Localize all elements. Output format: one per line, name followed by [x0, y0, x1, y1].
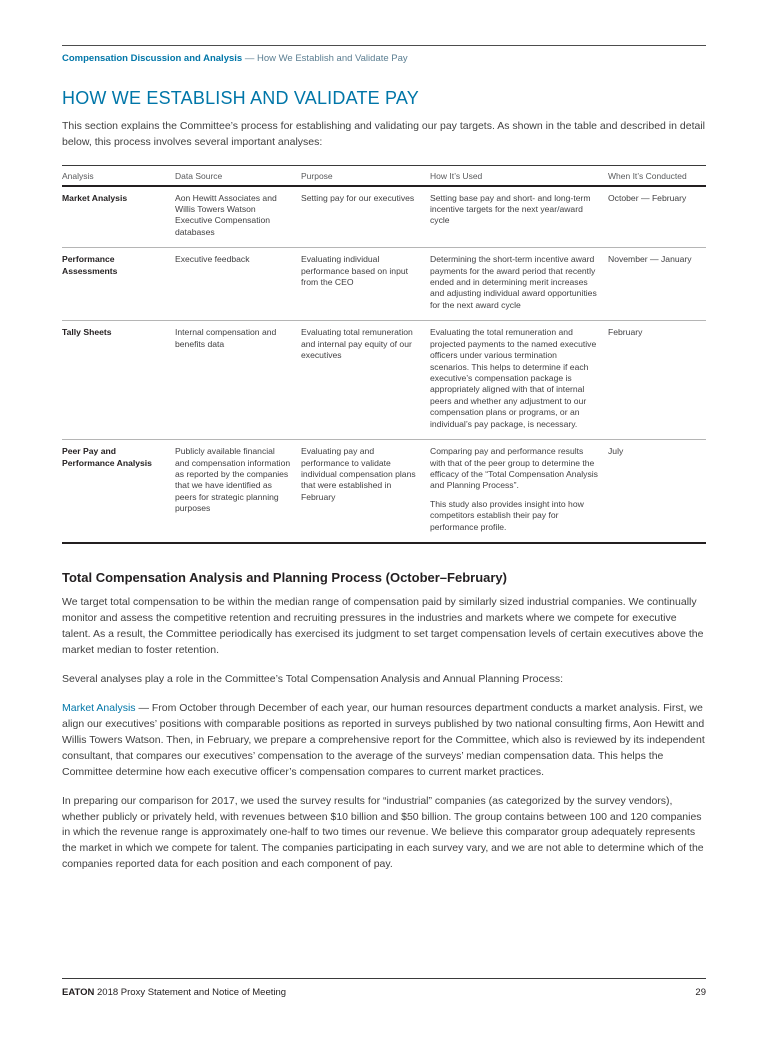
cell-data-source: Publicly available financial and compensation information as reported by the companies that we have identified as peers for strategic planning purposes	[175, 446, 291, 514]
table-header-row	[62, 166, 706, 187]
cell-how-its-used	[430, 440, 608, 542]
cell-how-its-used-paragraph-2: This study also provides insight into how competitors establish their pay for performance profile.	[430, 498, 584, 532]
cell-when-conducted: October — February	[608, 192, 687, 203]
cell-purpose: Evaluating total remuneration and internal pay equity of our executives	[301, 327, 413, 361]
breadcrumb	[62, 46, 706, 64]
table-row-tally-sheets	[62, 321, 706, 440]
cell-analysis: Tally Sheets	[62, 327, 112, 338]
comparison-paragraph: In preparing our comparison for 2017, we used the survey results for “industrial” companies (as categorized by the survey vendors), whether publicly or privately held, with revenues between $10 billion and $50 billion. The group contains between 100 and 120 companies in which the revenue range is approximately one-half to two times our revenue. We believe this comparator group adequately represents the market in which we compete for talent. The companies participating in each survey vary, and we are not able to determine which of the companies reported data for each position and each component of pay.	[62, 794, 704, 871]
cell-analysis: Peer Pay and Performance Analysis	[62, 446, 152, 468]
market-analysis-text: — From October through December of each year, our human resources department conducts a market analysis. First, we align our executives’ positions with comparable positions as reported in surveys published by two national consulting firms, Aon Hewitt and Willis Towers Watson. Then, in February, we prepare a comprehensive report for the Committee, which also is reviewed by its independent consultant, that compares our executives’ compensation to the average of the surveys’ median compensation data. This helps the Committee determine how each executive officer’s compensation compares to current market practices.	[62, 701, 705, 778]
cell-data-source: Aon Hewitt Associates and Willis Towers Watson Executive Compensation databases	[175, 192, 277, 237]
section-title-total-compensation: Total Compensation Analysis and Planning Process (October–February)	[62, 570, 507, 586]
document-page	[0, 45, 768, 1038]
table-row-performance-assessments	[62, 248, 706, 321]
page-number: 29	[695, 987, 706, 998]
cell-analysis: Market Analysis	[62, 192, 128, 203]
table-row-peer-pay-performance	[62, 440, 706, 544]
footer-brand: EATON	[62, 987, 95, 998]
cell-when-conducted: November — January	[608, 254, 692, 265]
col-header-purpose: Purpose	[301, 170, 333, 181]
page-footer	[62, 978, 706, 998]
breadcrumb-subsection: — How We Establish and Validate Pay	[242, 53, 408, 64]
intro-paragraph: This section explains the Committee’s process for establishing and validating our pay targets. As shown in the table and described in detail below, this process involves several important analyses:	[62, 120, 706, 148]
cell-how-its-used: Evaluating the total remuneration and projected payments to the named executive officers under various termination scenarios. This helps to determine if each executive’s compensation package is appropriately aligned with that of internal peers and whether any adjustment to our compensation plans or programs, or an individual’s pay package, is necessary.	[430, 327, 597, 429]
col-header-data-source: Data Source	[175, 170, 223, 181]
page-title: HOW WE ESTABLISH AND VALIDATE PAY	[62, 88, 420, 108]
breadcrumb-section: Compensation Discussion and Analysis	[62, 53, 243, 64]
cell-data-source: Executive feedback	[175, 254, 250, 265]
col-header-analysis: Analysis	[62, 170, 94, 181]
table-row-market-analysis	[62, 187, 706, 249]
col-header-when-conducted: When It’s Conducted	[608, 170, 687, 181]
cell-how-its-used: Determining the short-term incentive award payments for the award period that recently ended and in determining merit increases and adjusting individual award opportunities for the next award cycle	[430, 254, 597, 310]
cell-purpose: Setting pay for our executives	[301, 192, 415, 203]
col-header-how-its-used: How It’s Used	[430, 170, 483, 181]
cell-how-its-used: Setting base pay and short- and long-term incentive targets for the next year/award cycle	[430, 192, 591, 226]
analyses-table	[62, 165, 706, 545]
cell-when-conducted: July	[608, 446, 624, 457]
cell-analysis: Performance Assessments	[62, 254, 118, 276]
footer-text: 2018 Proxy Statement and Notice of Meeting	[94, 987, 287, 998]
cell-data-source: Internal compensation and benefits data	[175, 327, 277, 349]
cell-purpose: Evaluating pay and performance to validate individual compensation plans that were established in February	[301, 446, 416, 502]
total-comp-paragraph-2: Several analyses play a role in the Committee’s Total Compensation Analysis and Annual Planning Process:	[62, 672, 563, 685]
cell-when-conducted: February	[608, 327, 643, 338]
cell-purpose: Evaluating individual performance based on input from the CEO	[301, 254, 409, 288]
cell-how-its-used-paragraph-1: Comparing pay and performance results with that of the peer group to determine the efficacy of the “Total Compensation Analysis and Planning Process”.	[430, 446, 598, 491]
total-comp-paragraph-1: We target total compensation to be within the median range of compensation paid by similarly sized industrial companies. We continually monitor and assess the competitive retention and recruiting pressures in the industries and markets where we compete for executive talent. As a result, the Committee periodically has exercised its judgment to set target compensation levels of certain executives above the market median to foster retention.	[62, 596, 704, 656]
market-analysis-lead: Market Analysis	[62, 701, 136, 714]
market-analysis-paragraph	[62, 701, 706, 781]
